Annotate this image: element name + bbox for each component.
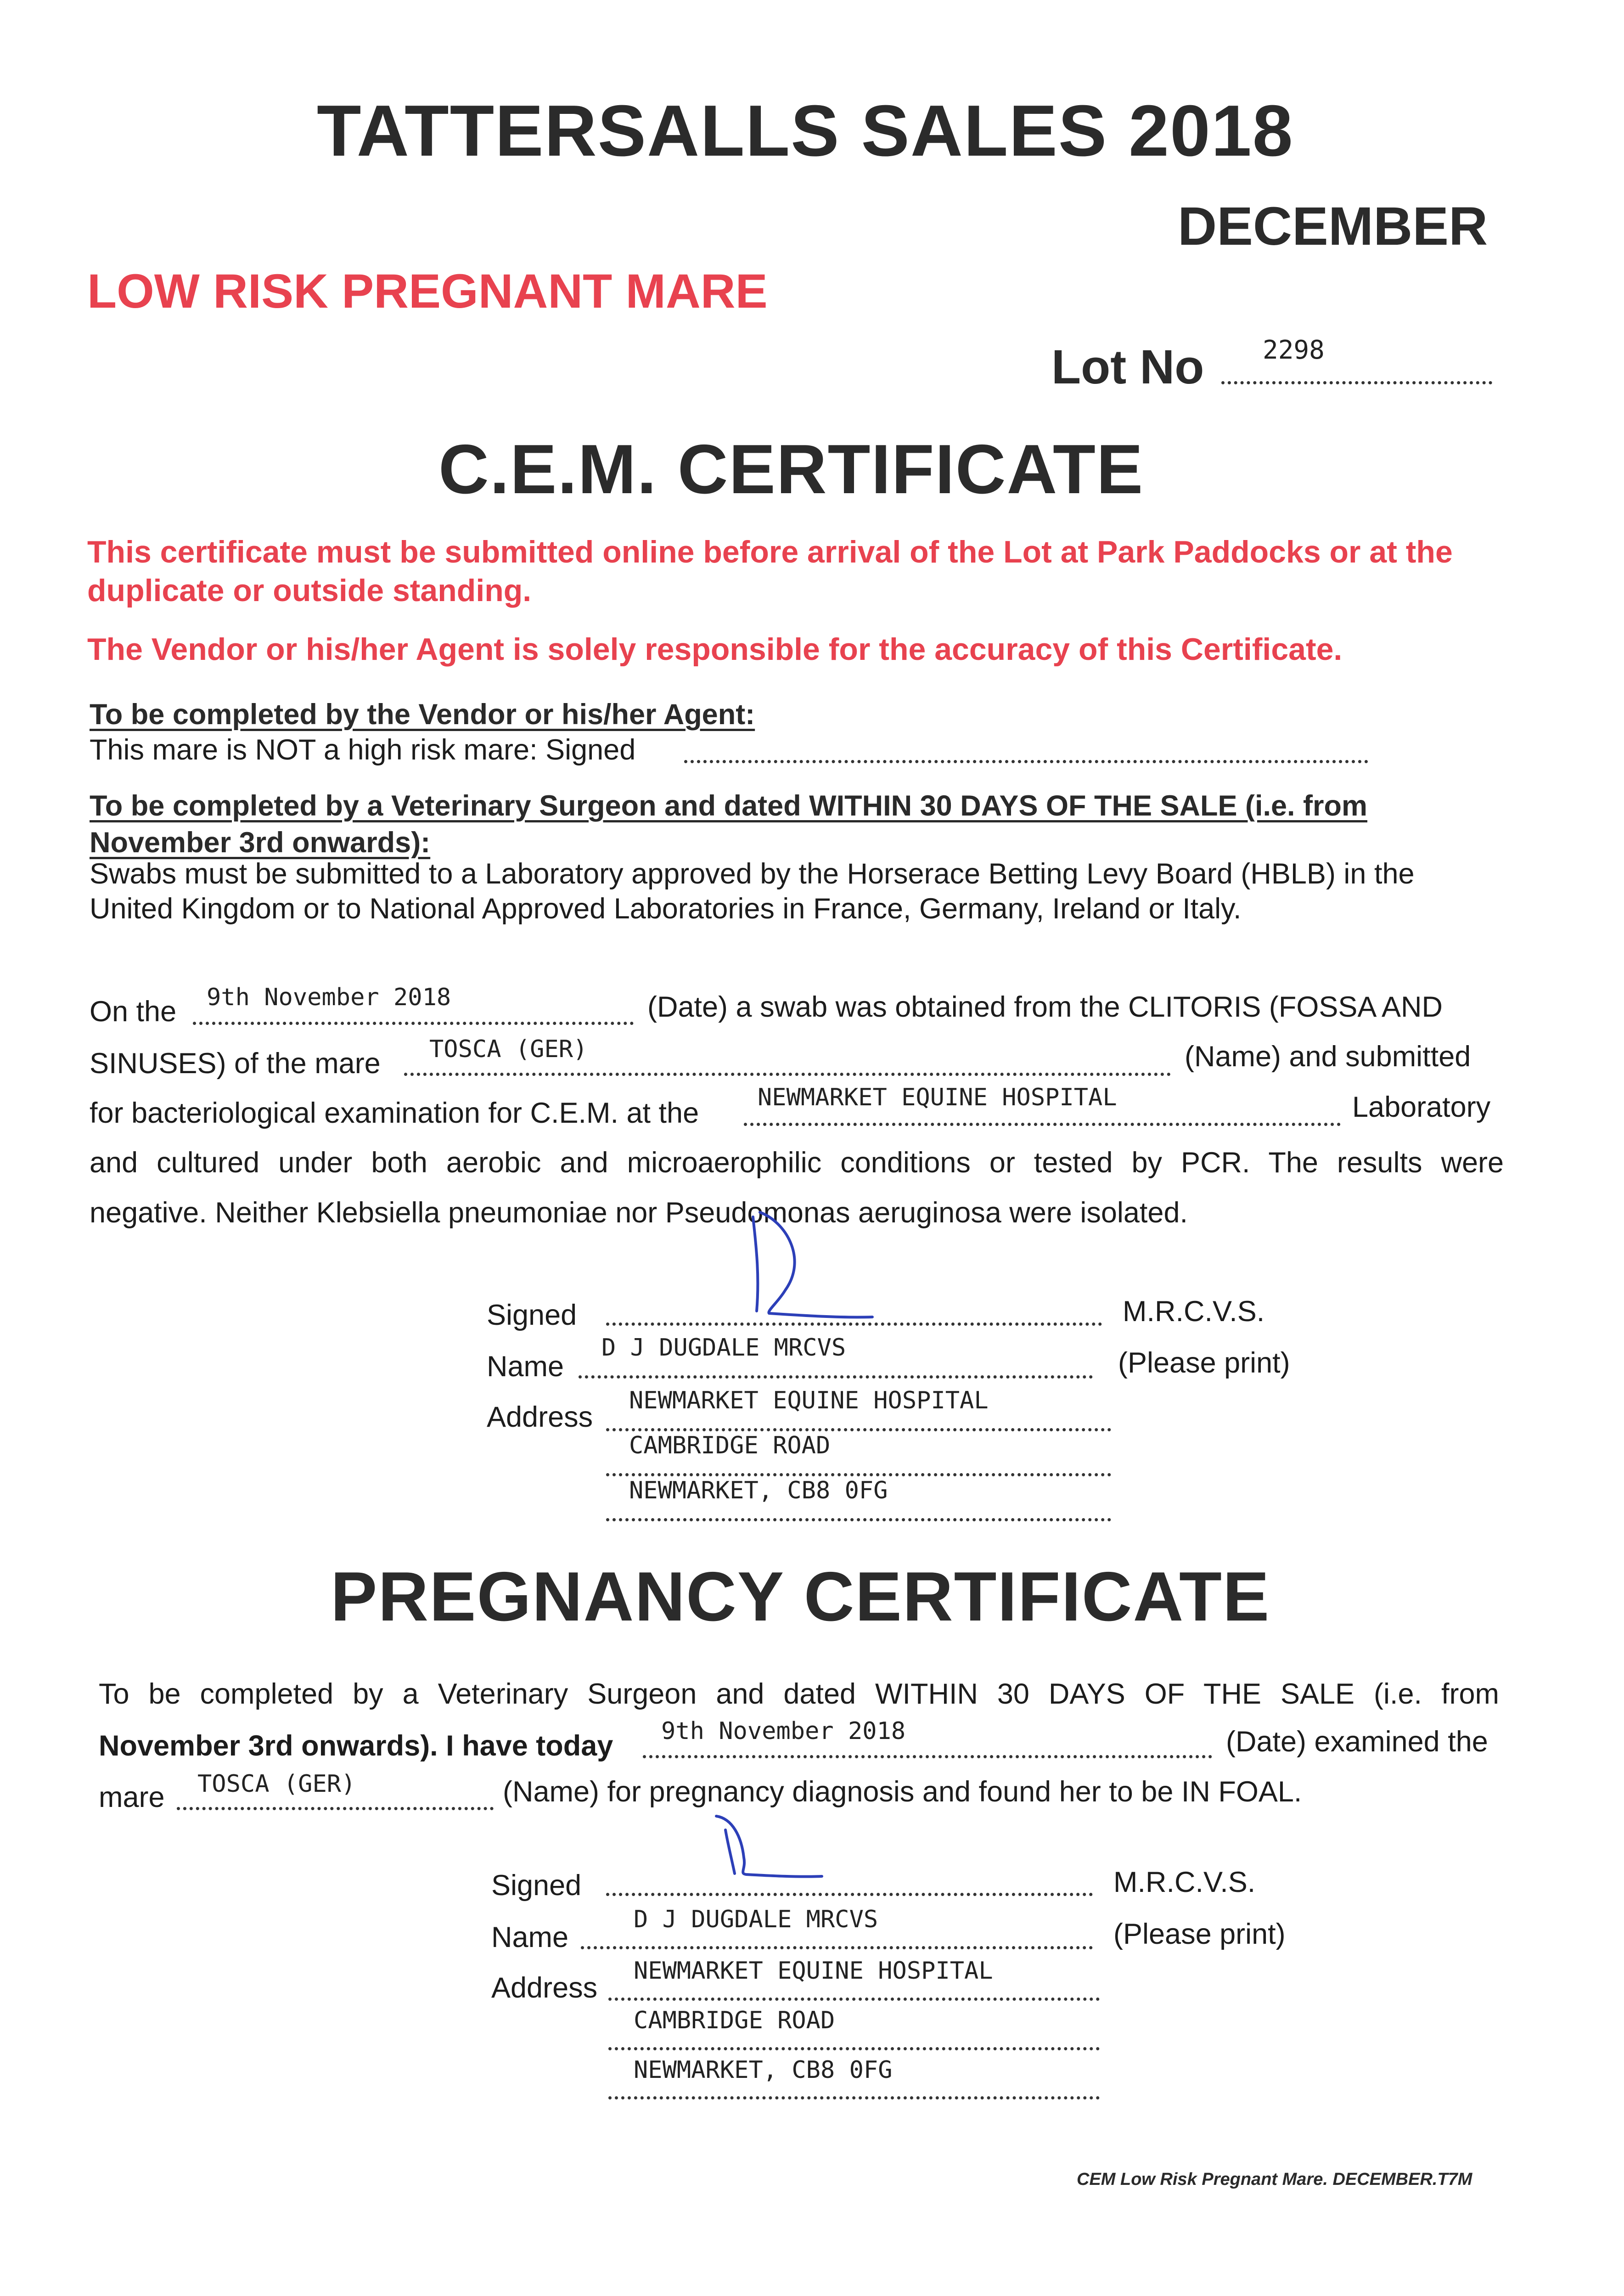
pregnancy-certificate-title: PREGNANCY CERTIFICATE [331,1558,1270,1636]
lot-field [1221,363,1492,384]
cem-signature [735,1203,882,1327]
on-the-label: On the [90,996,177,1028]
pregnancy-intro-line-1: To be completed by a Veterinary Surgeon and dated WITHIN 30 DAYS OF THE SALE (i.e. from [99,1678,1499,1710]
vendor-signature-field [684,742,1368,763]
swab-requirements: Swabs must be submitted to a Laboratory approved by the Horserace Betting Levy Board (HBLB) in the United Kingdom or to National Approved Laboratories in France, Germany, Ireland or Italy. [90,858,1415,925]
cem-mrcvs-label: M.R.C.V.S. [1123,1295,1265,1328]
negative-result-text: negative. Neither Klebsiella pneumoniae nor Pseudomonas aeruginosa were isolated. [90,1197,1188,1229]
pregnancy-address-label: Address [491,1972,598,2004]
cem-certificate-title: C.E.M. CERTIFICATE [438,430,1144,508]
pregnancy-address-line-2: CAMBRIDGE ROAD [634,2007,835,2034]
pregnancy-please-print: (Please print) [1113,1918,1286,1950]
sale-month: DECEMBER [1178,196,1488,257]
pregnancy-vet-name-value: D J DUGDALE MRCVS [634,1906,878,1933]
cem-address-line-1: NEWMARKET EQUINE HOSPITAL [629,1387,989,1414]
submitted-text: (Name) and submitted [1185,1041,1471,1073]
pregnancy-signed-label: Signed [491,1869,582,1902]
swab-date-value: 9th November 2018 [207,984,451,1011]
lot-number: 2298 [1263,335,1325,365]
swab-site-text: (Date) a swab was obtained from the CLITORIS (FOSSA AND [647,991,1443,1023]
cem-vet-name-value: D J DUGDALE MRCVS [601,1334,846,1362]
pregnancy-signature [707,1809,836,1887]
pregnancy-signature-field [606,1874,1093,1896]
mare-label: mare [99,1781,165,1813]
vet-section-heading: To be completed by a Veterinary Surgeon and dated WITHIN 30 DAYS OF THE SALE (i.e. from November 3rd onwards): [90,790,1368,859]
pregnancy-address-line-3: NEWMARKET, CB8 0FG [634,2056,893,2084]
pregnancy-intro-line-2: November 3rd onwards). I have today [99,1730,613,1762]
vendor-section-heading: To be completed by the Vendor or his/her Agent: [90,698,755,731]
vendor-declaration: This mare is NOT a high risk mare: Signed [90,734,636,766]
cem-signed-label: Signed [487,1299,577,1331]
lot-label: Lot No [1051,340,1204,394]
pregnancy-mrcvs-label: M.R.C.V.S. [1113,1866,1256,1898]
culture-text: and cultured under both aerobic and microaerophilic conditions or tested by PCR. The results were [90,1147,1504,1179]
in-foal-text: (Name) for pregnancy diagnosis and found her to be IN FOAL. [503,1776,1302,1808]
exam-date-value: 9th November 2018 [661,1717,906,1745]
document-title: TATTERSALLS SALES 2018 [317,90,1294,171]
cem-mare-name-value: TOSCA (GER) [429,1035,588,1063]
cem-address-label: Address [487,1401,593,1433]
pregnancy-name-label: Name [491,1921,569,1953]
cem-address-line-3: NEWMARKET, CB8 0FG [629,1477,888,1504]
laboratory-value: NEWMARKET EQUINE HOSPITAL [758,1084,1117,1111]
examined-text: (Date) examined the [1226,1726,1488,1758]
bacteriological-text: for bacteriological examination for C.E.M. at the [90,1097,699,1129]
cem-name-label: Name [487,1351,564,1383]
cem-please-print: (Please print) [1118,1347,1290,1379]
certificate-type: LOW RISK PREGNANT MARE [87,264,768,318]
pregnancy-mare-name-value: TOSCA (GER) [197,1770,356,1798]
sinuses-text: SINUSES) of the mare [90,1047,381,1080]
pregnancy-address-line-1: NEWMARKET EQUINE HOSPITAL [634,1957,993,1985]
cem-address-line-2: CAMBRIDGE ROAD [629,1432,831,1459]
vendor-responsibility-notice: The Vendor or his/her Agent is solely responsible for the accuracy of this Certificate. [87,632,1343,667]
laboratory-text: Laboratory [1352,1091,1491,1123]
form-reference: CEM Low Risk Pregnant Mare. DECEMBER.T7M [1077,2170,1472,2189]
submission-notice: This certificate must be submitted online before arrival of the Lot at Park Paddocks or at the duplicate or outside standing. [87,535,1453,608]
